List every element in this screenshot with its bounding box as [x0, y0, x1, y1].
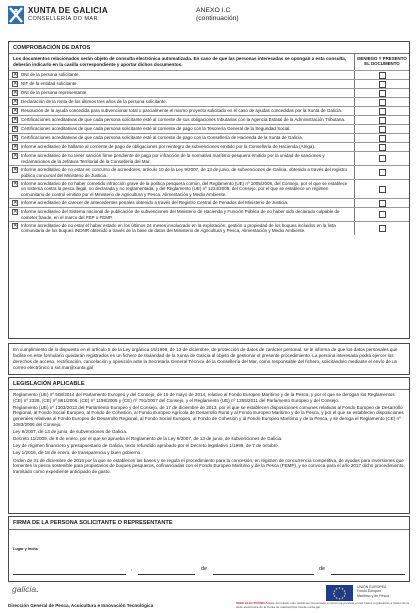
deny-cell	[355, 166, 409, 179]
day-field[interactable]	[138, 565, 195, 575]
deny-cell	[355, 89, 409, 97]
included-mark: ✕	[13, 144, 18, 151]
legislation-item: Reglamento (UE) nº 1303/2013 del Parlamento Europeo y del Consejo, de 17 de diciembre de 2013, por el que se establecen disposiciones comunes relativas al Fondo Europeo de Desarrollo Regional, al Fondo Social Europeo, al Fondo de Cohesión, al Fondo Europeo Agrícola de Desarrollo Rural y al Fondo Europeo Marítimo y de la Pesca, y por el que se establecen disposiciones generales relativas al Fondo Europeo de Desarrollo Regional, al Fondo Social Europeo, al Fondo de Cohesión y al Fondo Europeo Marítimo y de la Pesca, y se deroga el Reglamento (CE) nº 1083/2006 del Consejo.	[13, 404, 404, 427]
included-mark: ✕	[13, 167, 18, 174]
eu-line-2: Fondo Europeo	[357, 589, 382, 594]
included-mark: ✕	[13, 108, 18, 115]
deny-checkbox[interactable]	[379, 90, 386, 97]
included-mark: ✕	[13, 223, 18, 230]
document-item	[9, 180, 355, 198]
documents-header	[9, 53, 409, 70]
document-item	[9, 89, 355, 97]
document-label: Informe acreditativo de hallarse al corriente de pago de obligaciones por reintegro de subvenciones emitido por la Consellería de Hacienda (Atriga).	[21, 144, 316, 150]
document-row	[9, 198, 409, 207]
legislation-section	[8, 377, 410, 514]
deny-cell	[355, 143, 409, 151]
place-field[interactable]	[13, 565, 126, 575]
legislation-list	[9, 389, 409, 478]
deny-cell	[355, 222, 409, 235]
deny-cell	[355, 208, 409, 221]
deny-cell	[355, 199, 409, 207]
annex-title: ANEXO I.C	[196, 7, 231, 14]
document-item	[9, 71, 355, 79]
included-mark: ✕	[13, 90, 18, 97]
document-row	[9, 124, 409, 133]
included-mark: ✕	[13, 99, 18, 106]
separator-de-2: de	[319, 566, 326, 572]
document-item	[9, 199, 355, 207]
document-row	[9, 179, 409, 198]
document-label: Certificaciones acreditativas de que cada persona solicitante esté al corriente de pago con la Consellería de Hacienda de la Xunta de Galicia.	[21, 135, 303, 141]
xunta-emblem-icon	[8, 6, 24, 24]
month-field[interactable]	[213, 565, 314, 575]
document-row	[9, 133, 409, 142]
document-row	[9, 221, 409, 235]
document-row	[9, 79, 409, 88]
documents-note: Los documentos relacionados serán objeto de consulta electrónica automatizada. En caso de que las personas interesadas se opongan a esta consulta, deberán indicarlo en la casilla correspondiente y aportar dichos documentos.	[9, 54, 355, 70]
documents-list	[9, 70, 409, 234]
document-item	[9, 152, 355, 165]
deny-checkbox[interactable]	[379, 169, 386, 176]
deny-checkbox[interactable]	[379, 81, 386, 88]
deny-cell	[355, 107, 409, 115]
eu-fund-label	[357, 585, 389, 598]
deny-cell	[355, 134, 409, 142]
eu-line-1: UNIÓN EUROPEA	[357, 585, 387, 589]
document-item	[9, 80, 355, 88]
document-label: Certificaciones acreditativas de que cada persona solicitante esté al corriente de sus obligaciones tributarias con la Agencia Estatal de la Administración Tributaria.	[21, 117, 346, 123]
legislation-item: Reglamento (UE) nº 508/2014 del Parlamento Europeo y del Consejo, de 15 de mayo de 2014, relativo al Fondo Europeo Marítimo y de la Pesca, y por el que se derogan los Reglamentos (CE) nº 2328, (CE) nº 861/2006, (CE) nº 1198/2005 y (CE) nº 791/2007 del Consejo, y el Reglamento (UE) nº 1255/2011 del Parlamento Europeo y del Consejo.	[13, 392, 395, 403]
legislation-item: Decreto 11/2009, de 8 de enero, por el que se aprueba el Reglamento de la Ley 9/2007, de 13 de junio, de subvenciones de Galicia.	[13, 435, 283, 441]
included-mark: ✕	[13, 72, 18, 79]
deny-checkbox[interactable]	[379, 225, 386, 232]
deny-cell	[355, 80, 409, 88]
document-row	[9, 97, 409, 106]
document-label: Informe acreditativo del Sistema nacional de publicación de subvenciones del Ministerio de Hacienda y Función Pública de no haber sido declarado culpable de cometer fraude, en el marco del FEP o FEMP.	[21, 209, 340, 220]
deny-checkbox[interactable]	[379, 108, 386, 115]
separator-comma: ,	[131, 566, 133, 572]
deny-checkbox[interactable]	[379, 200, 386, 207]
document-label: Informe acreditativo de carecer de antecedentes penales obtenido a través del Registro Central de Penados del Ministerio de Justicia.	[21, 200, 289, 206]
legislation-item: Ley de régimen financiero y presupuestario de Galicia, texto refundido aprobado por el Decreto legislativo 1/1999, de 7 de octubre.	[13, 443, 280, 449]
document-label: Informe acreditativo de no haber cometido infracción grave de la política pesquera común, del Reglamento (UE) nº 1005/2008, del Consejo, por el que se establece un sistema contra la pesca ilegal, no declarada y no reglamentada, y del Reglamento (UE) nº 1224/2009, del Consejo, por el que se establece un régimen comunitario de control emitido por el Ministerio de Agricultura y Pesca, Alimentación y Medio Ambiente.	[21, 181, 348, 197]
document-item	[9, 98, 355, 106]
document-label: Declaración de la renta de los últimos tres años de la persona solicitante.	[21, 99, 167, 105]
legislation-item: Ley 9/2007, de 13 de junio, de subvenciones de Galicia.	[13, 428, 128, 434]
deny-cell	[355, 116, 409, 124]
document-label: Informe acreditativo de no estar en concurso de acreedores, artículo 10 de la Ley 9/2007, de 13 de junio, de subvenciones de Galicia, obtenido a través del registro público concursal del Ministerio de Justicia.	[21, 167, 347, 178]
deny-cell	[355, 71, 409, 79]
document-item	[9, 116, 355, 124]
document-label: Informe acreditativo de no estar el haber estado en los últimos 24 meses involucrado en la explotación, gestión o propiedad de los buques incluidos en la lista comunitaria de los buques INDNR obtenido a través de la base de datos del Ministerio de Agricultura y Pesca, Alimentación y Medio Ambiente.	[21, 223, 336, 234]
department-name: Dirección General de Pesca, Acuicultura e Innovación Tecnológica	[8, 603, 154, 608]
separator-de-1: de	[201, 566, 208, 572]
document-label: Certificaciones acreditativas de que cada persona solicitante esté al corriente de pago con la Tesorería General de la Seguridad Social.	[21, 126, 291, 132]
document-row	[9, 207, 409, 221]
included-mark: ✕	[13, 81, 18, 88]
deny-checkbox[interactable]	[379, 135, 386, 142]
privacy-notice: En cumplimiento de lo dispuesto en el artículo 5 de la Ley orgánica 15/1999, de 13 de diciembre, de protección de datos de carácter personal, se le informa de que los datos personales que facilite en este formulario quedarán registrados en un fichero de titularidad de la Xunta de Galicia al objeto de gestionar el presente procedimiento. La persona interesada podrá ejercer los derechos de acceso, rectificación, cancelación y oposición ante la Secretaría General Técnica de la Consellería del Mar, como responsable del fichero, solicitándolo mediante el envío de un correo electrónico a sxt.mar@xunta.gal	[8, 343, 410, 375]
document-label: DNI de la persona representante.	[21, 90, 88, 96]
deny-checkbox[interactable]	[379, 72, 386, 79]
document-item	[9, 107, 355, 115]
deny-checkbox[interactable]	[379, 211, 386, 218]
document-row	[9, 115, 409, 124]
document-label: Informe acreditativo de no tener sanción firme pendiente de pago por infracción de la normativa marítimo-pesquera emitido por la unidad de sanciones y reclamaciones de la Jefatura Territorial de la Consellería del Mar.	[21, 153, 325, 164]
legislation-item: Ley 1/2016, de 18 de enero, de transparencia y buen gobierno.	[13, 450, 142, 456]
document-label: Resolución de la ayuda concedida para subvencionar total o parcialmente el mismo proyecto solicitado en el caso de ayudas concedidas por la Xunta de Galicia.	[21, 108, 342, 114]
page-header	[8, 6, 408, 32]
included-mark: ✕	[13, 200, 18, 207]
deny-cell	[355, 98, 409, 106]
deny-checkbox[interactable]	[379, 155, 386, 162]
deny-checkbox[interactable]	[379, 126, 386, 133]
section-title: FIRMA DE LA PERSONA SOLICITANTE O REPRESENTANTE	[9, 517, 409, 530]
document-item	[9, 222, 355, 235]
document-row	[9, 151, 409, 165]
electronic-office-tag: SEDE ELECTRÓNICA	[236, 601, 268, 605]
document-item	[9, 134, 355, 142]
data-verification-section	[8, 41, 410, 339]
included-mark: ✕	[13, 126, 18, 133]
document-row	[9, 142, 409, 151]
document-label: NIF de la entidad solicitante.	[21, 81, 78, 87]
included-mark: ✕	[13, 135, 18, 142]
included-mark: ✕	[13, 117, 18, 124]
included-mark: ✕	[13, 153, 18, 160]
galicia-logo: galicia.	[12, 584, 39, 594]
deny-cell	[355, 152, 409, 165]
legislation-item: Orden de 31 de diciembre de 2016 por la que se establecen las bases y se regula el procedimiento para la concesión, en régimen de concurrencia competitiva, de ayudas para inversiones que fomenten la pesca sostenible para propietarios de buques pesqueros, cofinanciadas con el Fondo Europeo Marítimo y de la Pesca (FEMP), y se convoca para el año 2017 dicho procedimiento, tramitado como expediente anticipado de gasto.	[13, 457, 405, 474]
eu-flag-icon	[326, 585, 353, 601]
deny-checkbox[interactable]	[379, 99, 386, 106]
section-title: COMPROBACIÓN DE DATOS	[13, 45, 91, 51]
document-row	[9, 70, 409, 79]
document-row	[9, 88, 409, 97]
document-item	[9, 125, 355, 133]
annex-subtitle: (continuación)	[196, 15, 239, 22]
deny-checkbox[interactable]	[379, 144, 386, 151]
deny-cell	[355, 125, 409, 133]
electronic-office-text: Este formulario sólo podrá ser presentado en la forma prevista en las bases reguladoras a través de la sede electrónica de la Xunta de Galicia https://sede.xunta.gal	[236, 601, 410, 609]
place-date-label: Lugar y fecha	[13, 547, 38, 551]
deny-checkbox[interactable]	[379, 186, 386, 193]
eu-line-3: Marítimo y de Pesca	[357, 593, 389, 598]
included-mark: ✕	[13, 209, 18, 216]
signature-section	[8, 516, 410, 582]
deny-cell	[355, 180, 409, 198]
document-item	[9, 166, 355, 179]
included-mark: ✕	[13, 181, 18, 188]
logo-title: XUNTA DE GALICIA	[28, 6, 108, 15]
document-item	[9, 143, 355, 151]
section-title: LEGISLACIÓN APLICABLE	[13, 381, 85, 387]
deny-checkbox[interactable]	[379, 117, 386, 124]
logo-subtitle: CONSELLERÍA DO MAR	[28, 16, 98, 22]
xunta-logo	[8, 6, 108, 24]
document-item	[9, 208, 355, 221]
document-row	[9, 106, 409, 115]
electronic-office-note	[236, 602, 411, 610]
document-row	[9, 165, 409, 179]
galicia-wordmark: galicia	[12, 584, 37, 594]
annex-heading	[196, 7, 239, 23]
document-label: DNI de la persona solicitante.	[21, 72, 80, 78]
deny-column-header: DENIEGO Y PRESENTO EL DOCUMENTO	[357, 56, 407, 67]
year-field[interactable]	[331, 565, 405, 575]
